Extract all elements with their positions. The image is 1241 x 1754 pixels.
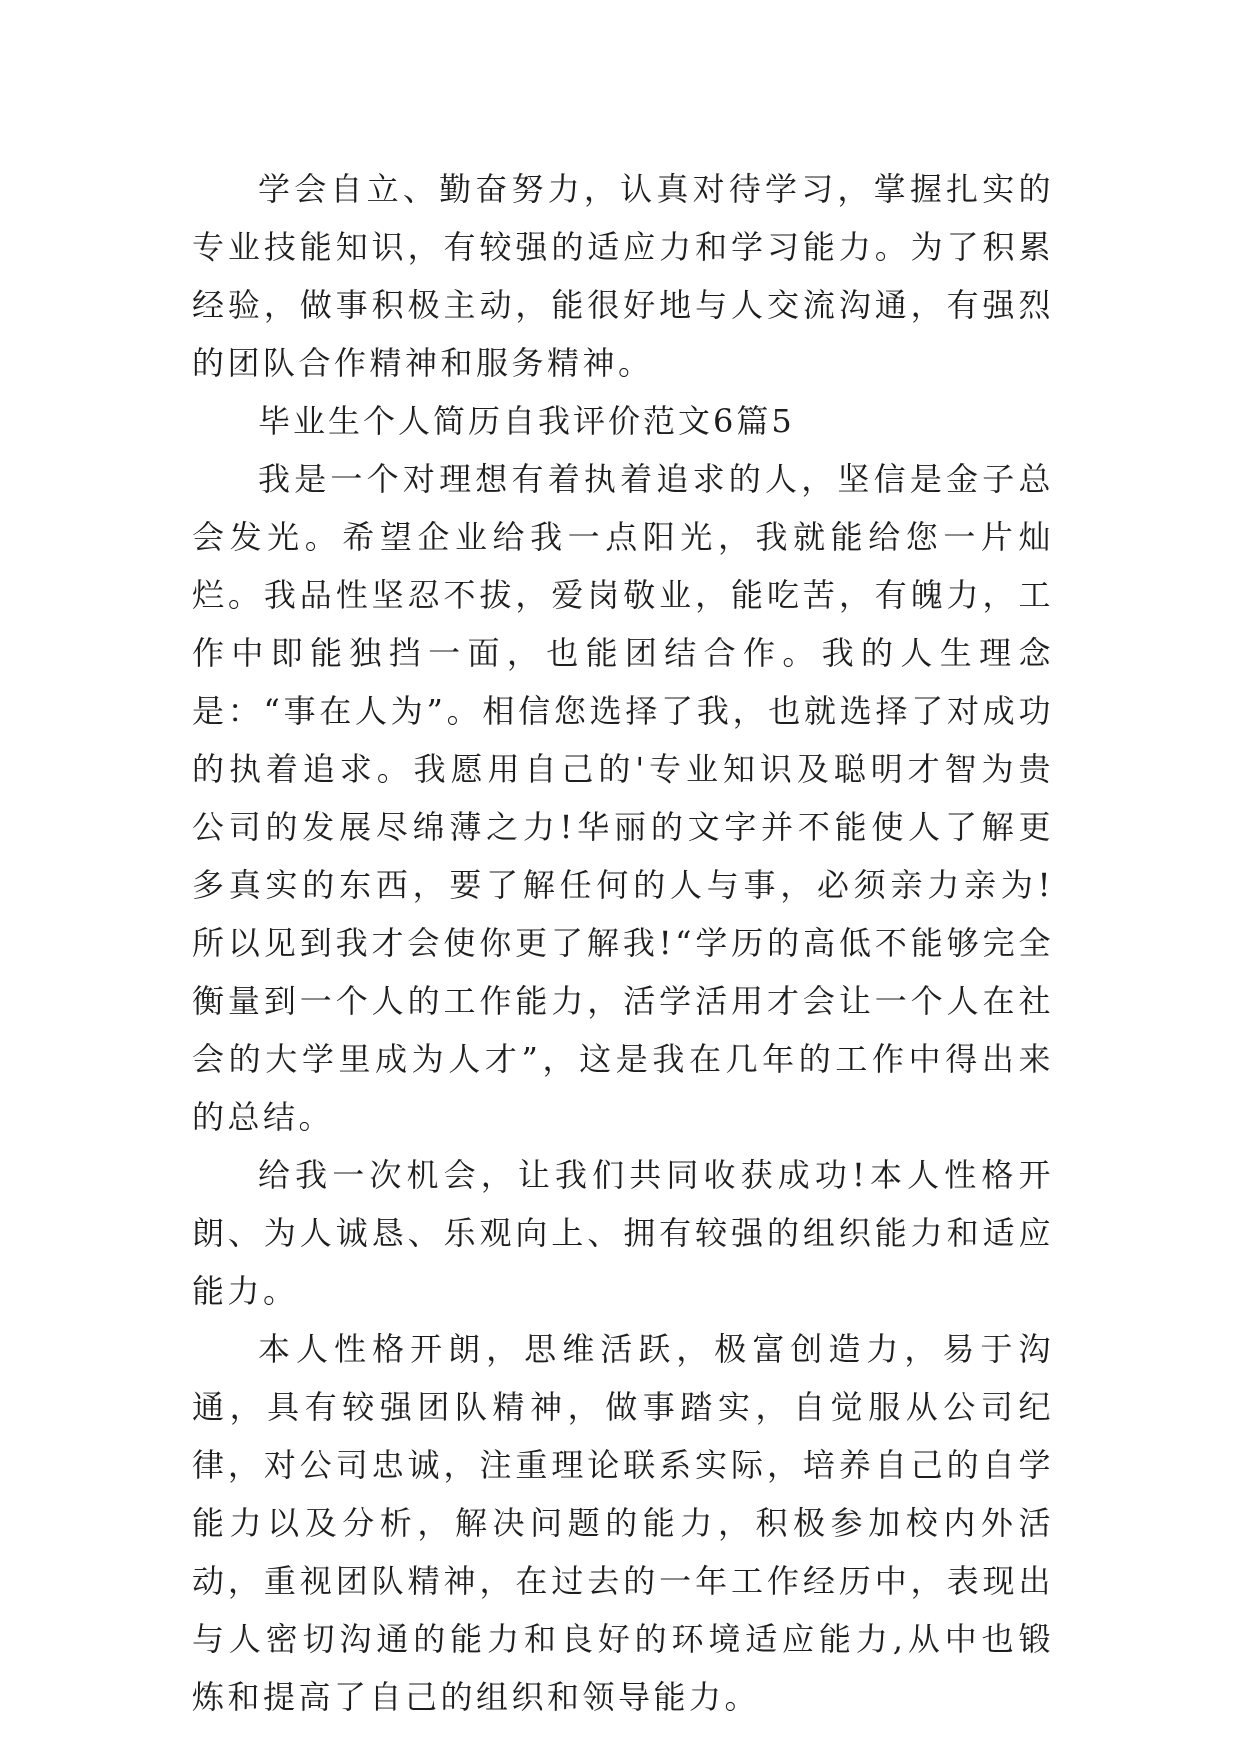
section-heading: 毕业生个人简历自我评价范文6篇5 [258, 402, 795, 440]
paragraph-2: 我是一个对理想有着执着追求的人，坚信是金子总会发光。希望企业给我一点阳光，我就能给您一片灿烂。我品性坚忍不拔，爱岗敬业，能吃苦，有魄力，工作中即能独挡一面，也能团结合作。我的人生理念是：“事在人为”。相信您选择了我，也就选择了对成功的执着追求。我愿用自己的'专业知识及聪明才智为贵公司的发展尽绵薄之力!华丽的文字并不能使人了解更多真实的东西，要了解任何的人与事，必须亲力亲为!所以见到我才会使你更了解我!“学历的高低不能够完全衡量到一个人的工作能力，活学活用才会让一个人在社会的大学里成为人才”，这是我在几年的工作中得出来的总结。 [192, 460, 1054, 1136]
paragraph-3: 给我一次机会，让我们共同收获成功!本人性格开朗、为人诚恳、乐观向上、拥有较强的组织能力和适应能力。 [192, 1156, 1054, 1310]
document-body [192, 160, 1054, 1726]
paragraph-4: 本人性格开朗，思维活跃，极富创造力，易于沟通，具有较强团队精神，做事踏实，自觉服从公司纪律，对公司忠诚，注重理论联系实际，培养自己的自学能力以及分析，解决问题的能力，积极参加校内外活动，重视团队精神，在过去的一年工作经历中，表现出与人密切沟通的能力和良好的环境适应能力,从中也锻炼和提高了自己的组织和领导能力。 [192, 1330, 1054, 1716]
paragraph-1: 学会自立、勤奋努力，认真对待学习，掌握扎实的专业技能知识，有较强的适应力和学习能力。为了积累经验，做事积极主动，能很好地与人交流沟通，有强烈的团队合作精神和服务精神。 [192, 170, 1054, 382]
